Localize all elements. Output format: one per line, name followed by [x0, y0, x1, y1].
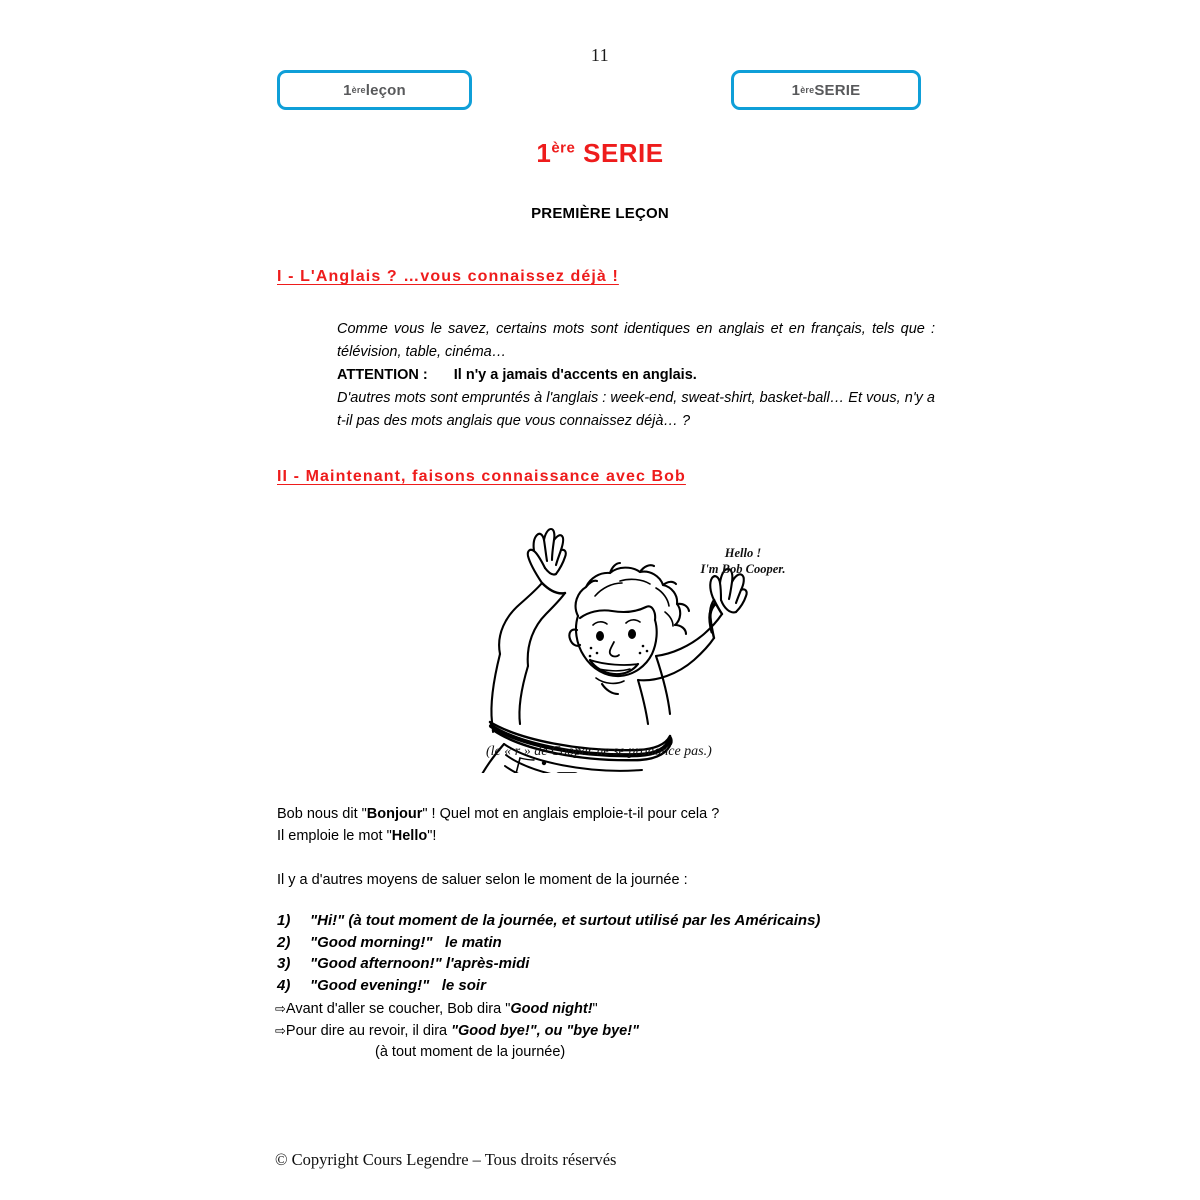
extra-1-text: Avant d'aller se coucher, Bob dira " — [285, 1001, 511, 1017]
hello-bold: Hello — [391, 828, 428, 844]
greeting-text-1: "Hi!" (à tout moment de la journée, et surtout utilisé par les Américains) — [310, 912, 821, 929]
header-tag-lesson-label: leçon — [365, 81, 406, 99]
attention-label: ATTENTION : — [337, 367, 428, 383]
section-heading-one: I - L'Anglais ? …vous connaissez déjà ! — [277, 268, 619, 285]
hello-line2-a: Il emploie le mot " — [277, 828, 392, 844]
hello-line2-c: "! — [427, 828, 437, 844]
page-number: 11 — [590, 45, 610, 65]
intro-paragraph-block — [337, 318, 935, 433]
copyright-footer: © Copyright Cours Legendre – Tous droits réservés — [275, 1150, 617, 1169]
extra-greetings-block — [275, 999, 935, 1064]
header-tag-serie-label: SERIE — [814, 81, 861, 99]
list-item — [275, 1042, 935, 1064]
figure-caption: (le « r » de Cooper ne se prononce pas.) — [486, 744, 712, 759]
bonjour-line1-a: Bob nous dit " — [277, 806, 367, 822]
serie-title-prefix: 1 — [536, 138, 552, 168]
bonjour-line1-c: " ! Quel mot en anglais emploie-t-il pour cela ? — [422, 806, 720, 822]
paragraph-autres-moyens: Il y a d'autres moyens de saluer selon le moment de la journée : — [277, 872, 688, 888]
paragraph-bonjour-line-1 — [277, 803, 897, 825]
attention-line — [337, 364, 935, 387]
speech-bubble-text — [688, 545, 798, 577]
speech-line-1: Hello ! — [724, 546, 762, 560]
intro-paragraph-2: D'autres mots sont empruntés à l'anglais : week-end, sweat-shirt, basket-ball… Et vous, n'y a t-il pas des mots anglais que vous connaissez déjà… ? — [337, 390, 935, 429]
header-tag-lesson: 1 ère leçon — [277, 70, 472, 110]
speech-line-2: I'm Bob Cooper. — [700, 562, 786, 576]
list-item — [277, 975, 937, 997]
list-item — [277, 932, 937, 954]
attention-text: Il n'y a jamais d'accents en anglais. — [453, 367, 697, 383]
right-arrow-icon: ⇨ — [275, 1023, 286, 1039]
header-tag-lesson-prefix: 1 — [343, 81, 352, 99]
extra-2-emphasis: "Good bye!", ou "bye bye!" — [451, 1022, 639, 1039]
greeting-number-3: 3) — [277, 955, 291, 972]
list-item — [275, 999, 935, 1021]
right-arrow-icon: ⇨ — [275, 1002, 286, 1017]
extra-1-tail: " — [592, 1001, 598, 1017]
header-tag-serie: 1 ère SERIE — [731, 70, 921, 110]
greeting-number-4: 4) — [277, 976, 291, 994]
section-heading-two: II - Maintenant, faisons connaissance avec Bob — [277, 468, 686, 485]
greeting-text-4: "Good evening!" le soir — [310, 976, 486, 994]
greeting-text-2: "Good morning!" le matin — [310, 933, 502, 951]
serie-title-label: SERIE — [575, 138, 664, 168]
serie-title-sup: ère — [551, 139, 576, 157]
greetings-list — [277, 910, 937, 996]
extra-2-text: Pour dire au revoir, il dira — [285, 1022, 452, 1039]
greeting-text-3: "Good afternoon!" l'après-midi — [310, 955, 530, 972]
list-item — [277, 953, 937, 975]
list-item — [275, 1021, 935, 1043]
paragraph-bonjour-line-2 — [277, 825, 897, 847]
list-item — [277, 910, 937, 932]
bonjour-bold: Bonjour — [366, 806, 423, 822]
greeting-number-2: 2) — [277, 933, 291, 951]
extra-3-text: (à tout moment de la journée) — [375, 1044, 566, 1060]
header-tag-serie-prefix: 1 — [791, 81, 801, 99]
extra-1-emphasis: Good night! — [510, 1001, 593, 1017]
serie-title — [0, 138, 1200, 169]
paragraph-bonjour — [277, 803, 897, 847]
intro-paragraph-1: Comme vous le savez, certains mots sont identiques en anglais et en français, tels que : télévision, table, cinéma… — [337, 321, 935, 360]
lesson-title: PREMIÈRE LEÇON — [531, 205, 669, 222]
greeting-number-1: 1) — [277, 912, 291, 929]
